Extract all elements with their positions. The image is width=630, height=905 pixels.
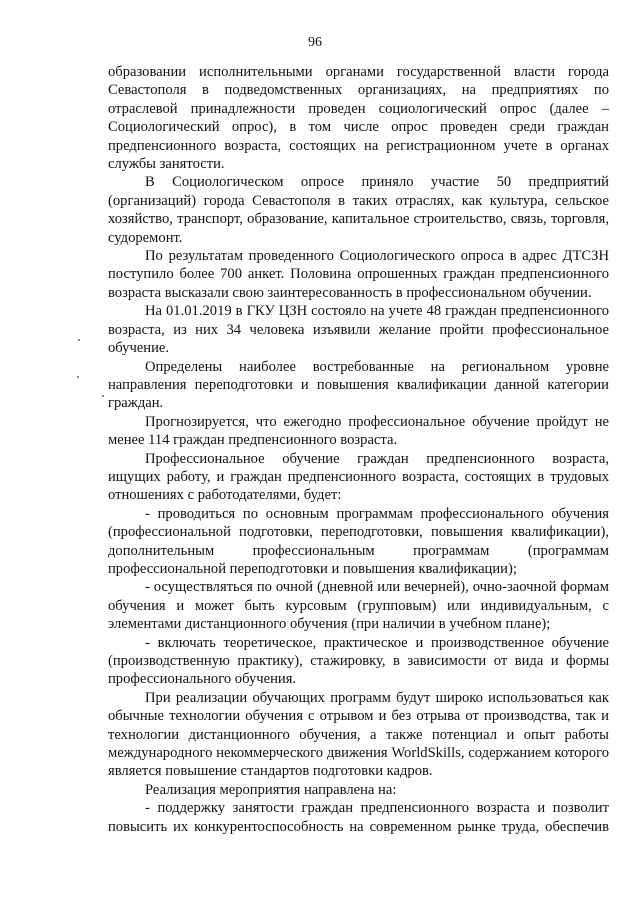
paragraph: образовании исполнительными органами государственной власти города Севастополя в подведомственных организациях, на предприятиях по отраслевой принадлежности проведен социологический опрос (далее – Социологический опрос), в том числе опрос проведен среди граждан предпенсионного возраста, состоящих на регистрационном учете в органах службы занятости. bbox=[108, 64, 609, 173]
paragraph: Реализация мероприятия направлена на: bbox=[145, 781, 397, 798]
paragraph: В Социологическом опросе приняло участие 50 предприятий (организаций) города Севастополя в таких отраслях, как культура, сельское хозяйство, транспорт, образование, капитальное строительство, связь, торговля, судоремонт. bbox=[108, 174, 609, 246]
paragraph: По результатам проведенного Социологического опроса в адрес ДТСЗН поступило более 700 анкет. Половина опрошенных граждан предпенсионного возраста высказали свою заинтересованность в профессиональном обучении. bbox=[108, 248, 609, 301]
document-body bbox=[108, 63, 609, 836]
paragraph: Определены наиболее востребованные на региональном уровне направления переподготовки и повышения квалификации данной категории граждан. bbox=[108, 358, 609, 412]
paragraph: При реализации обучающих программ будут широко использоваться как обычные технологии обучения с отрывом и без отрыва от производства, так и технологии дистанционного обучения, а также потенциал и опыт работы международного некоммерческого движения WorldSkills, содержанием которого является повышение стандартов подготовки кадров. bbox=[108, 689, 609, 780]
paragraph: Профессиональное обучение граждан предпенсионного возраста, ищущих работу, и граждан предпенсионного возраста, состоящих в трудовых отношениях с работодателями, будет: bbox=[108, 450, 609, 504]
list-item: - осуществляться по очной (дневной или вечерней), очно-заочной формам обучения и может быть курсовым (групповым) или индивидуальным, с элементами дистанционного обучения (при наличии в учебном плане); bbox=[108, 579, 609, 633]
paragraph: На 01.01.2019 в ГКУ ЦЗН состояло на учете 48 граждан предпенсионного возраста, из них 34 человека изъявили желание пройти профессиональное обучение. bbox=[108, 303, 609, 357]
page-number: 96 bbox=[308, 35, 322, 50]
list-item: - проводиться по основным программам профессионального обучения (профессиональной подготовки, переподготовки, повышения квалификации), дополнительным профессиональным программам (программам профессиональной переподготовки и повышения квалификации); bbox=[108, 505, 609, 577]
scan-speck bbox=[78, 339, 80, 341]
scan-speck bbox=[102, 395, 104, 397]
paragraph: Прогнозируется, что ежегодно профессиональное обучение пройдут не менее 114 граждан предпенсионного возраста. bbox=[108, 413, 609, 449]
list-item: - поддержку занятости граждан предпенсионного возраста и позволит повысить их конкурентоспособность на современном рынке труда, обеспечив bbox=[108, 800, 609, 835]
scan-speck bbox=[77, 376, 79, 378]
list-item: - включать теоретическое, практическое и производственное обучение (производственную практику), стажировку, в зависимости от вида и формы профессионального обучения. bbox=[108, 634, 609, 688]
